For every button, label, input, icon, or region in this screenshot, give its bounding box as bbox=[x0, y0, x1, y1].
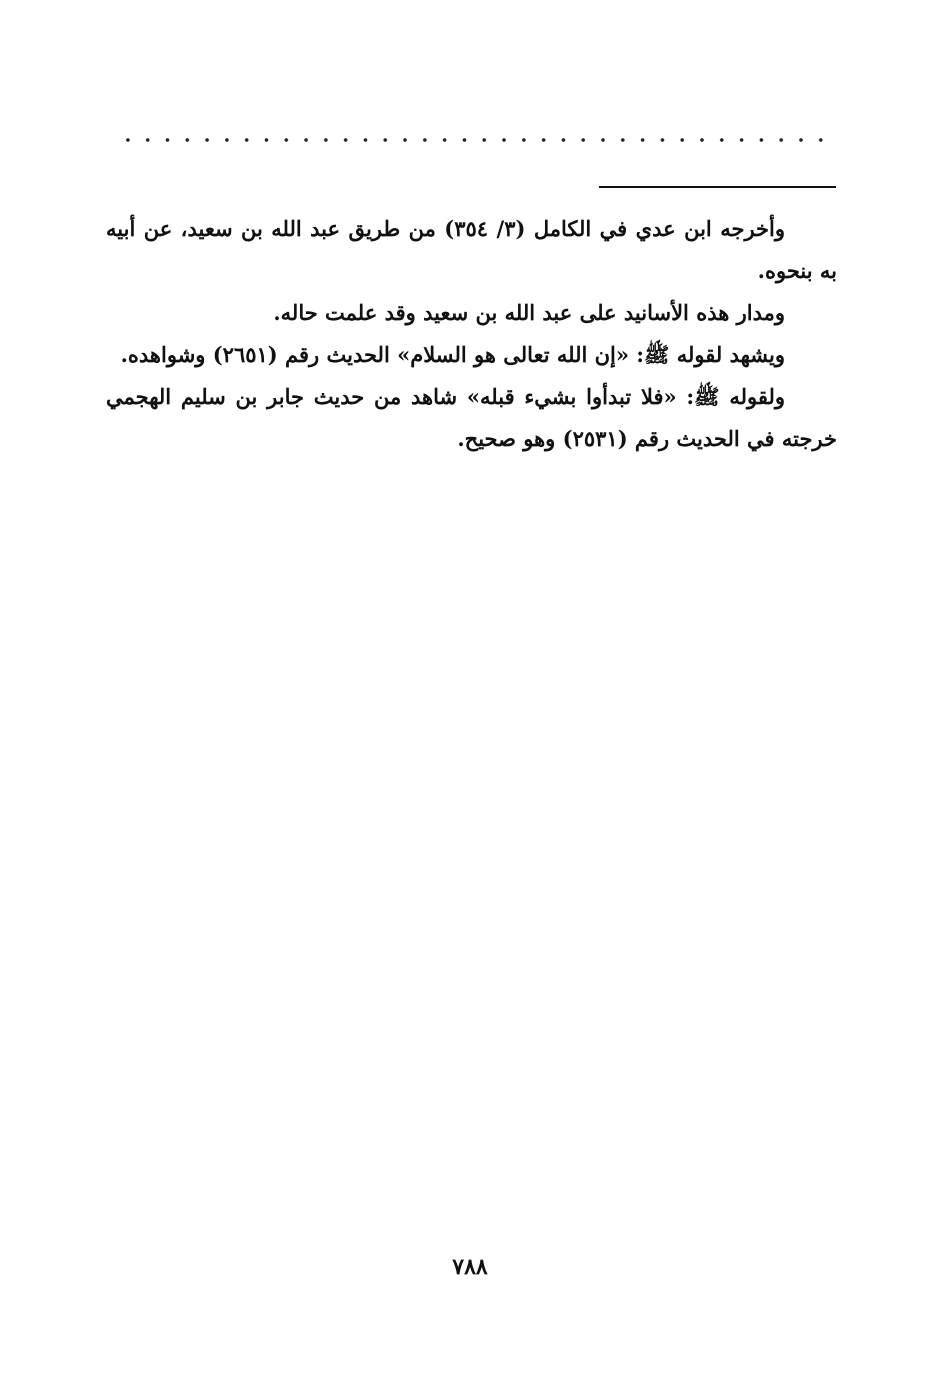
footnote-paragraph: ومدار هذه الأسانيد على عبد الله بن سعيد وقد علمت حاله. bbox=[273, 300, 785, 325]
footnote-paragraph: وأخرجه ابن عدي في الكامل (٣/ ٣٥٤) من طريق عبد الله بن سعيد، عن أبيه به بنحوه. bbox=[106, 216, 837, 283]
footnotes-section bbox=[106, 208, 837, 460]
footnote-paragraph: ولقوله ﷺ: «فلا تبدأوا بشيء قبله» شاهد من حديث جابر بن سليم الهجمي خرجته في الحديث رقم (٢٥٣١) وهو صحيح. bbox=[106, 384, 837, 451]
page-number: ٧٨٨ bbox=[452, 1254, 488, 1280]
dotted-separator bbox=[118, 134, 834, 146]
footnote-paragraph: ويشهد لقوله ﷺ: «إن الله تعالى هو السلام» الحديث رقم (٢٦٥١) وشواهده. bbox=[120, 342, 785, 367]
footnote-separator-line bbox=[599, 186, 836, 188]
